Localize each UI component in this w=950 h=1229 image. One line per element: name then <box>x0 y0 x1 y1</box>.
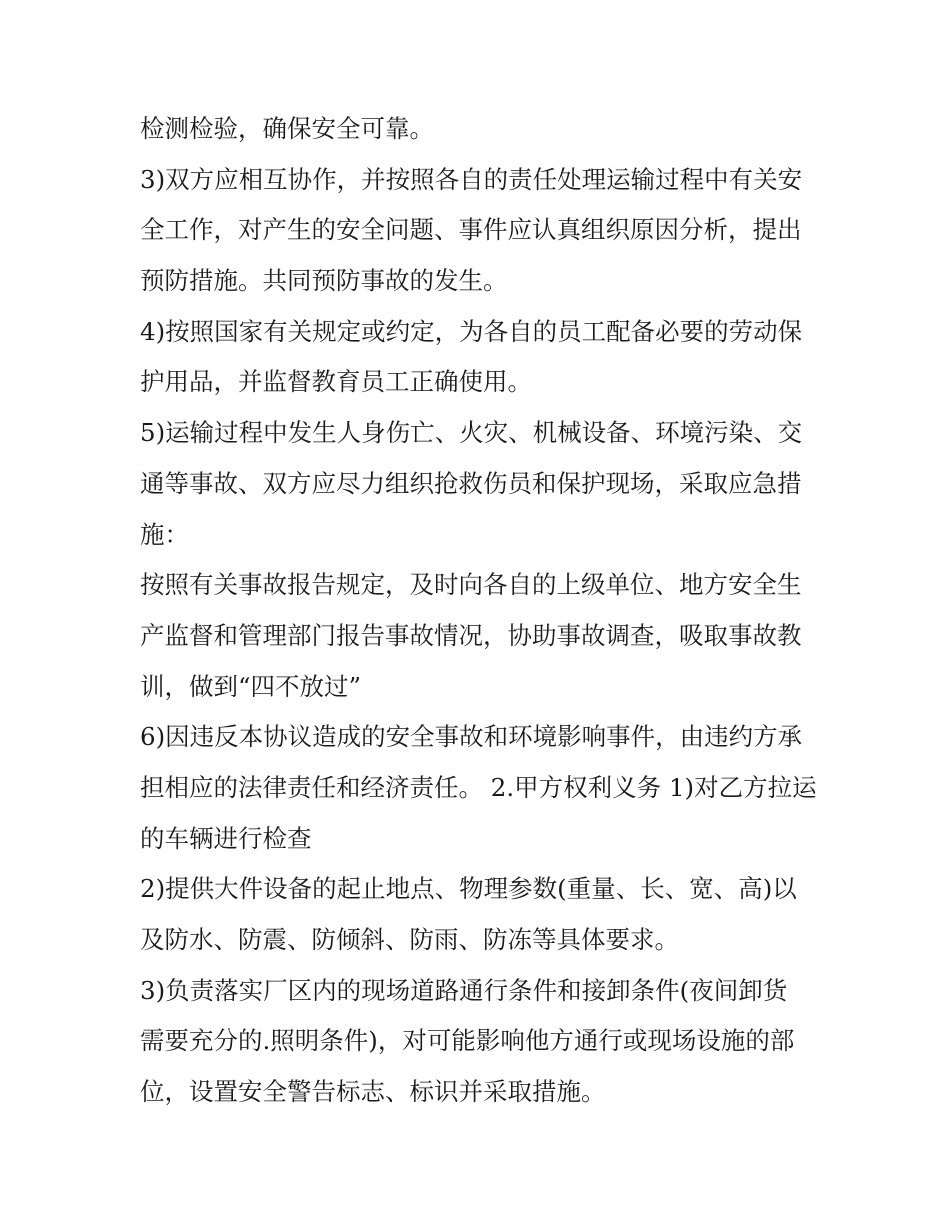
text-line: 施： <box>140 519 189 549</box>
text-line: 5)运输过程中发生人身伤亡、火灾、机械设备、环境污染、交 <box>140 418 803 448</box>
text-line: 全工作，对产生的安全问题、事件应认真组织原因分析，提出 <box>140 215 802 245</box>
text-line: 检测检验，确保安全可靠。 <box>140 114 434 143</box>
text-line: 3)负责落实厂区内的现场道路通行条件和接卸条件(夜间卸货 <box>140 975 788 1005</box>
text-line: 预防措施。共同预防事故的发生。 <box>140 266 508 296</box>
text-line: 担相应的法律责任和经济责任。 2.甲方权利义务 1)对乙方拉运 <box>140 772 817 802</box>
text-line: 按照有关事故报告规定，及时向各自的上级单位、地方安全生 <box>140 570 802 600</box>
text-line: 通等事故、双方应尽力组织抢救伤员和保护现场，采取应急措 <box>140 468 802 498</box>
text-line: 4)按照国家有关规定或约定，为各自的员工配备必要的劳动保 <box>140 316 803 346</box>
text-line: 位，设置安全警告标志、标识并采取措施。 <box>140 1077 606 1107</box>
text-line: 护用品，并监督教育员工正确使用。 <box>140 367 532 397</box>
text-line: 训，做到“四不放过” <box>140 671 362 701</box>
text-line: 及防水、防震、防倾斜、防雨、防冻等具体要求。 <box>140 925 679 954</box>
text-line: 产监督和管理部门报告事故情况，协助事故调查，吸取事故教 <box>140 620 802 650</box>
text-line: 3)双方应相互协作，并按照各自的责任处理运输过程中有关安 <box>140 164 803 194</box>
document-body <box>140 104 820 1118</box>
text-line: 2)提供大件设备的起止地点、物理参数(重量、长、宽、高)以 <box>140 874 797 904</box>
text-line: 6)因违反本协议造成的安全事故和环境影响事件，由违约方承 <box>140 722 803 752</box>
text-line: 需要充分的.照明条件)，对可能影响他方通行或现场设施的部 <box>140 1026 795 1056</box>
text-line: 的车辆进行检查 <box>140 823 312 853</box>
